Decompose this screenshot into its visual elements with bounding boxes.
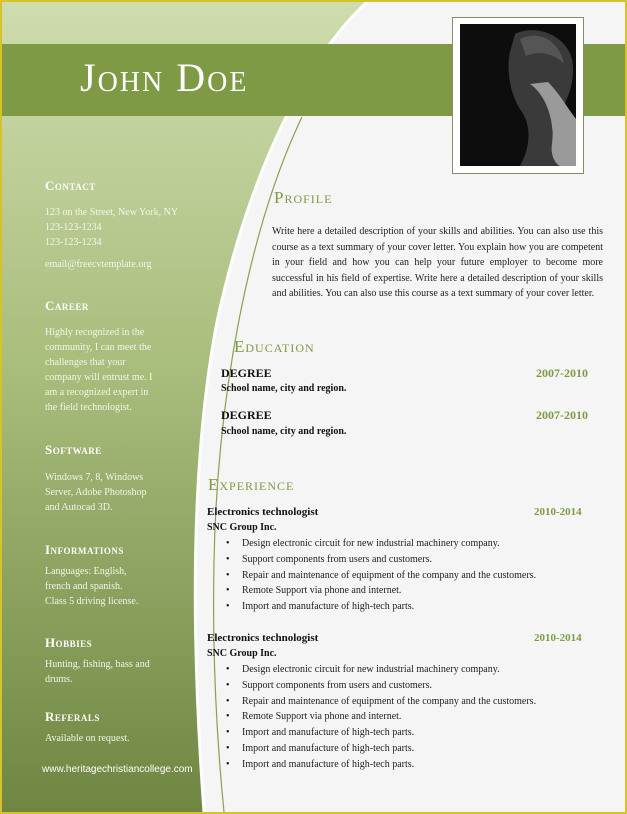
candidate-name: John Doe xyxy=(80,55,249,100)
hobbies-line: drums. xyxy=(45,674,73,685)
informations-line: french and spanish. xyxy=(45,581,123,592)
job-duty: • Remote Support via phone and internet. xyxy=(224,583,536,599)
education-school: School name, city and region. xyxy=(221,426,347,437)
job-duty: • Remote Support via phone and internet. xyxy=(224,709,536,725)
education-years: 2007-2010 xyxy=(536,366,588,380)
career-line: Highly recognized in the xyxy=(45,327,145,338)
software-line: and Autocad 3D. xyxy=(45,502,113,513)
profile-photo xyxy=(460,24,576,166)
education-school: School name, city and region. xyxy=(221,383,347,394)
experience-heading: Experience xyxy=(208,475,295,494)
informations-line: Class 5 driving license. xyxy=(45,596,139,607)
software-heading: Software xyxy=(45,442,102,457)
career-line: the field technologist. xyxy=(45,402,132,413)
job-duty: • Repair and maintenance of equipment of the company and the customers. xyxy=(224,694,536,710)
contact-email[interactable]: email@freecvtemplate.org xyxy=(45,259,152,270)
education-years: 2007-2010 xyxy=(536,408,588,422)
profile-text: Write here a detailed description of your skills and abilities. You can also use this course as a text summary of your cover letter. You explain how you are competent in your field and how you can help your future employer to become more successful in his field of expertise. Write here a detailed description of your skills and abilities. You can also use this course as a text summary of your cover letter. xyxy=(272,226,603,299)
referals-heading: Referals xyxy=(45,709,100,724)
profile-photo-frame xyxy=(452,17,584,174)
contact-phone-alt: 123-123-1234 xyxy=(45,237,102,248)
contact-heading: Contact xyxy=(45,178,96,193)
watermark-text: www.heritagechristiancollege.com xyxy=(42,764,193,775)
profile-heading: Profile xyxy=(274,188,333,207)
education-degree: DEGREE xyxy=(221,366,272,380)
job-duty: • Support components from users and customers. xyxy=(224,552,536,568)
job-duty: • Import and manufacture of high-tech parts. xyxy=(224,599,536,615)
job-duty: • Support components from users and customers. xyxy=(224,678,536,694)
contact-phone: 123-123-1234 xyxy=(45,222,102,233)
hobbies-heading: Hobbies xyxy=(45,635,93,650)
informations-heading: Informations xyxy=(45,542,124,557)
job-company: SNC Group Inc. xyxy=(207,522,277,533)
job-title: Electronics technologist xyxy=(207,506,319,518)
job-duty: • Design electronic circuit for new industrial machinery company. xyxy=(224,536,536,552)
job-years: 2010-2014 xyxy=(534,506,582,518)
job-title: Electronics technologist xyxy=(207,632,319,644)
job-duty: • Repair and maintenance of equipment of the company and the customers. xyxy=(224,568,536,584)
job-duty: • Import and manufacture of high-tech parts. xyxy=(224,725,536,741)
education-degree: DEGREE xyxy=(221,408,272,422)
job-years: 2010-2014 xyxy=(534,632,582,644)
job-duty: • Import and manufacture of high-tech parts. xyxy=(224,741,536,757)
contact-address: 123 on the Street, New York, NY xyxy=(45,207,179,218)
hobbies-line: Hunting, fishing, bass and xyxy=(45,659,150,670)
software-line: Windows 7, 8, Windows xyxy=(45,472,144,483)
education-heading: Education xyxy=(234,337,315,356)
referals-line: Available on request. xyxy=(45,733,130,744)
job-duties-list xyxy=(224,662,536,773)
career-heading: Career xyxy=(45,298,89,313)
career-line: company will entrust me. I xyxy=(45,372,153,383)
job-company: SNC Group Inc. xyxy=(207,648,277,659)
job-duties-list xyxy=(224,536,536,615)
informations-line: Languages: English, xyxy=(45,566,127,577)
career-line: am a recognized expert in xyxy=(45,387,149,398)
job-duty: • Design electronic circuit for new industrial machinery company. xyxy=(224,662,536,678)
software-line: Server, Adobe Photoshop xyxy=(45,487,147,498)
career-line: community, I can meet the xyxy=(45,342,152,353)
job-duty: • Import and manufacture of high-tech parts. xyxy=(224,757,536,773)
career-line: challenges that your xyxy=(45,357,126,368)
